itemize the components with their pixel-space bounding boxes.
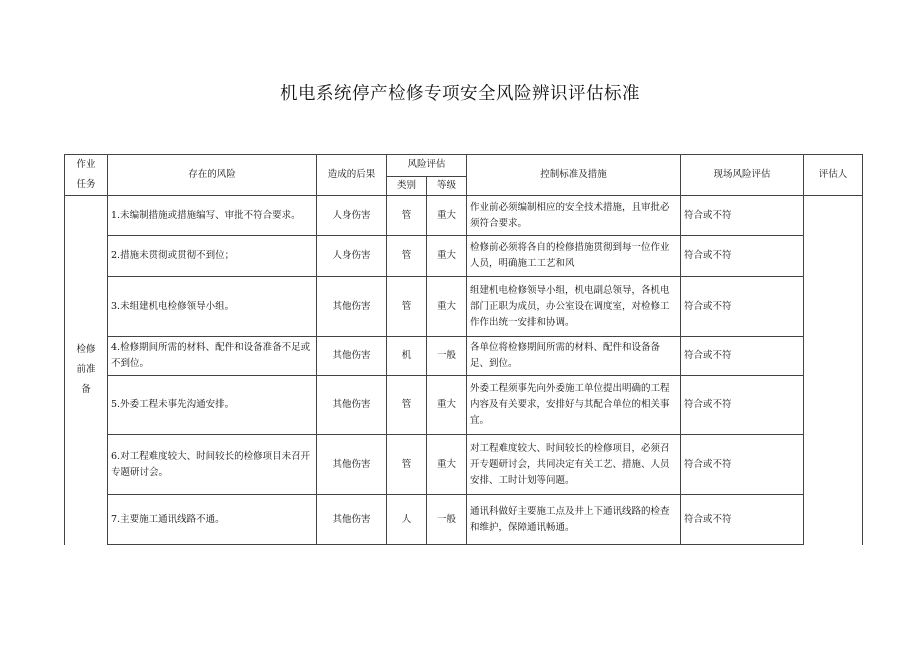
risk-cell: 1.未编制措施或措施编写、审批不符合要求。: [108, 196, 317, 236]
consequence-cell: 其他伤害: [317, 277, 387, 337]
consequence-cell: 人身伤害: [317, 196, 387, 236]
level-cell: 重大: [427, 376, 467, 435]
document-title: 机电系统停产检修专项安全风险辨识评估标准: [280, 84, 640, 104]
risk-cell: 3.未组建机电检修领导小组。: [108, 277, 317, 337]
site-assessment-cell: 符合或不符: [681, 277, 804, 337]
site-assessment-cell: 符合或不符: [681, 376, 804, 435]
site-assessment-cell: 符合或不符: [681, 196, 804, 236]
risk-assessment-table: [64, 154, 863, 545]
task-group-cell: 检修前准备: [65, 196, 108, 545]
category-cell: 管: [387, 277, 427, 337]
consequence-cell: 其他伤害: [317, 337, 387, 376]
level-cell: 重大: [427, 196, 467, 236]
table-row: [65, 376, 863, 435]
level-cell: 重大: [427, 236, 467, 277]
consequence-cell: 其他伤害: [317, 376, 387, 435]
header-assessor: 评估人: [804, 155, 863, 196]
consequence-cell: 人身伤害: [317, 236, 387, 277]
header-category: 类别: [387, 176, 427, 195]
risk-cell: 5.外委工程未事先沟通安排。: [108, 376, 317, 435]
category-cell: 管: [387, 435, 427, 495]
level-cell: 重大: [427, 277, 467, 337]
header-risk: 存在的风险: [108, 155, 317, 196]
category-cell: 管: [387, 376, 427, 435]
assessor-cell: [804, 196, 863, 545]
table-row: [65, 495, 863, 545]
category-cell: 机: [387, 337, 427, 376]
header-row: [65, 155, 863, 177]
consequence-cell: 其他伤害: [317, 495, 387, 545]
control-cell: 外委工程须事先向外委施工单位提出明确的工程内容及有关要求，安排好与其配合单位的相关事宜。: [467, 376, 681, 435]
site-assessment-cell: 符合或不符: [681, 337, 804, 376]
header-task: 作业任务: [65, 155, 108, 196]
control-cell: 组建机电检修领导小组，机电副总领导，各机电部门正职为成员，办公室设在调度室，对检修工作作出统一安排和协调。: [467, 277, 681, 337]
control-cell: 作业前必须编制相应的安全技术措施，且审批必须符合要求。: [467, 196, 681, 236]
category-cell: 人: [387, 495, 427, 545]
table-row: [65, 236, 863, 277]
site-assessment-cell: 符合或不符: [681, 435, 804, 495]
category-cell: 管: [387, 236, 427, 277]
level-cell: 重大: [427, 435, 467, 495]
table-row: [65, 277, 863, 337]
site-assessment-cell: 符合或不符: [681, 495, 804, 545]
table-row: [65, 337, 863, 376]
table-row: [65, 435, 863, 495]
category-cell: 管: [387, 196, 427, 236]
level-cell: 一般: [427, 495, 467, 545]
header-consequence: 造成的后果: [317, 155, 387, 196]
control-cell: 通讯科做好主要施工点及井上下通讯线路的检查和维护，保障通讯畅通。: [467, 495, 681, 545]
risk-cell: 2.措施未贯彻或贯彻不到位；: [108, 236, 317, 277]
control-cell: 对工程难度较大、时间较长的检修项目，必须召开专题研讨会，共同决定有关工艺、措施、人员安排、工时计划等问题。: [467, 435, 681, 495]
risk-cell: 4.检修期间所需的材料、配件和设备准备不足或不到位。: [108, 337, 317, 376]
header-control: 控制标准及措施: [467, 155, 681, 196]
level-cell: 一般: [427, 337, 467, 376]
consequence-cell: 其他伤害: [317, 435, 387, 495]
header-site-assessment: 现场风险评估: [681, 155, 804, 196]
control-cell: 检修前必须将各自的检修措施贯彻到每一位作业人员，明确施工工艺和风: [467, 236, 681, 277]
table-row: [65, 196, 863, 236]
risk-cell: 7.主要施工通讯线路不通。: [108, 495, 317, 545]
control-cell: 各单位将检修期间所需的材料、配件和设备备足、到位。: [467, 337, 681, 376]
header-assessment: 风险评估: [387, 155, 467, 177]
risk-cell: 6.对工程难度较大、时间较长的检修项目未召开专题研讨会。: [108, 435, 317, 495]
header-level: 等级: [427, 176, 467, 195]
site-assessment-cell: 符合或不符: [681, 236, 804, 277]
